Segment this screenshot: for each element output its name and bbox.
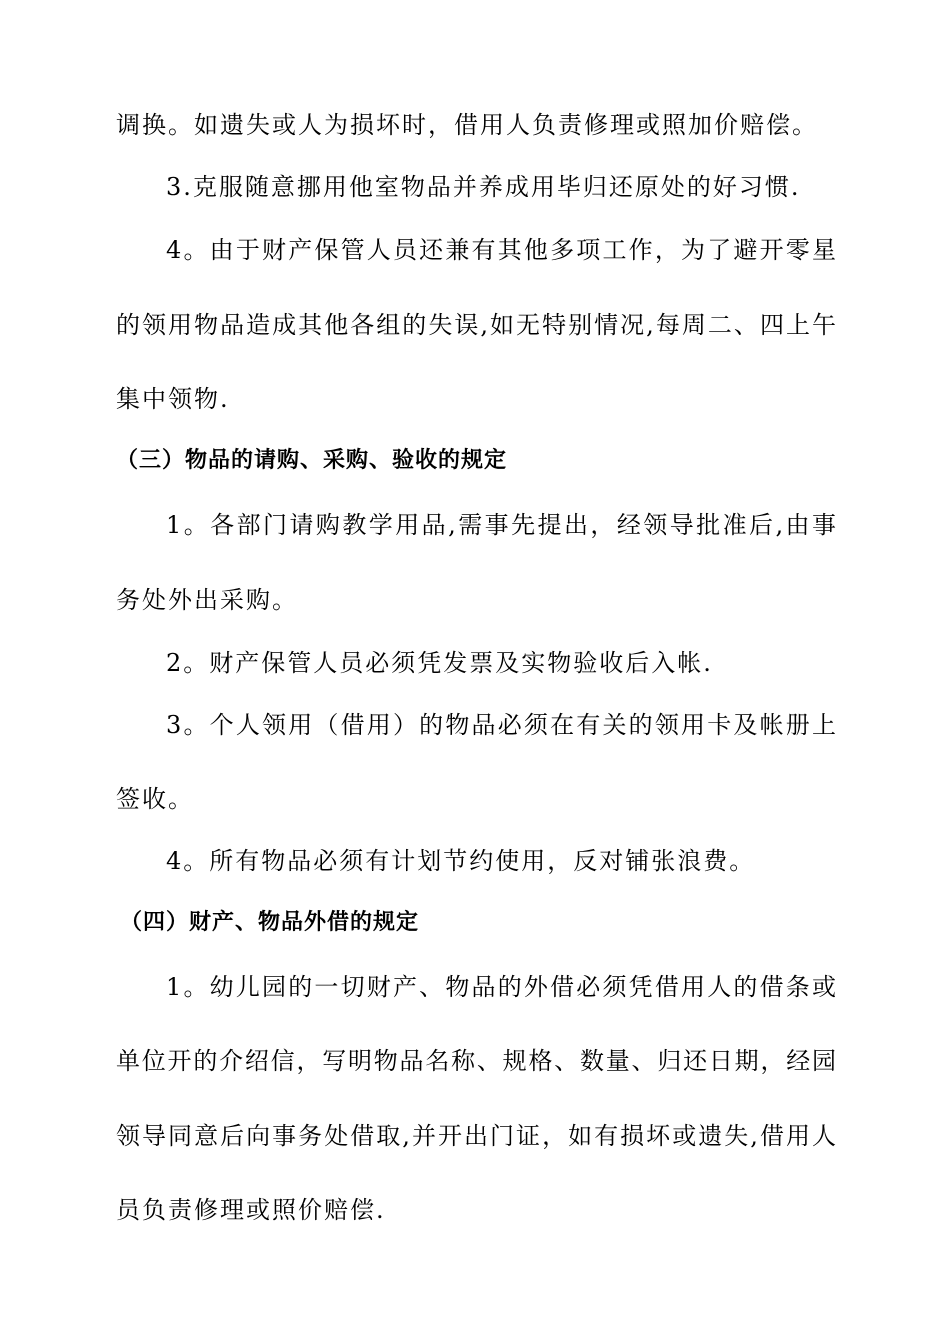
paragraph-line: 单位开的介绍信，写明物品名称、规格、数量、归还日期，经园 bbox=[116, 1047, 836, 1075]
paragraph-line: 调换。如遗失或人为损坏时，借用人负责修理或照加价赔偿。 bbox=[116, 111, 818, 139]
paragraph-line: 1。各部门请购教学用品,需事先提出，经领导批准后,由事 bbox=[166, 511, 836, 539]
paragraph-line: 2。财产保管人员必须凭发票及实物验收后入帐. bbox=[166, 649, 713, 677]
section-heading: （四）财产、物品外借的规定 bbox=[120, 910, 420, 935]
paragraph-line: 3。个人领用（借用）的物品必须在有关的领用卡及帐册上 bbox=[166, 711, 836, 739]
section-heading: （三）物品的请购、采购、验收的规定 bbox=[116, 448, 508, 473]
paragraph-line: 1。幼儿园的一切财产、物品的外借必须凭借用人的借条或 bbox=[166, 973, 836, 1001]
paragraph-line: 务处外出采购。 bbox=[116, 586, 298, 614]
paragraph-line: 4。由于财产保管人员还兼有其他多项工作，为了避开零星 bbox=[166, 236, 836, 264]
paragraph-line: 的领用物品造成其他各组的失误,如无特别情况,每周二、四上午 bbox=[116, 311, 836, 339]
paragraph-line: 领导同意后向事务处借取,并开出门证，如有损坏或遗失,借用人 bbox=[116, 1122, 836, 1150]
paragraph-line: 集中领物. bbox=[116, 385, 230, 413]
paragraph-line: 3.克服随意挪用他室物品并养成用毕归还原处的好习惯. bbox=[166, 173, 801, 201]
paragraph-line: 签收。 bbox=[116, 785, 194, 813]
paragraph-line: 4。所有物品必须有计划节约使用，反对铺张浪费。 bbox=[166, 847, 756, 875]
paragraph-line: 员负责修理或照价赔偿. bbox=[116, 1196, 386, 1224]
